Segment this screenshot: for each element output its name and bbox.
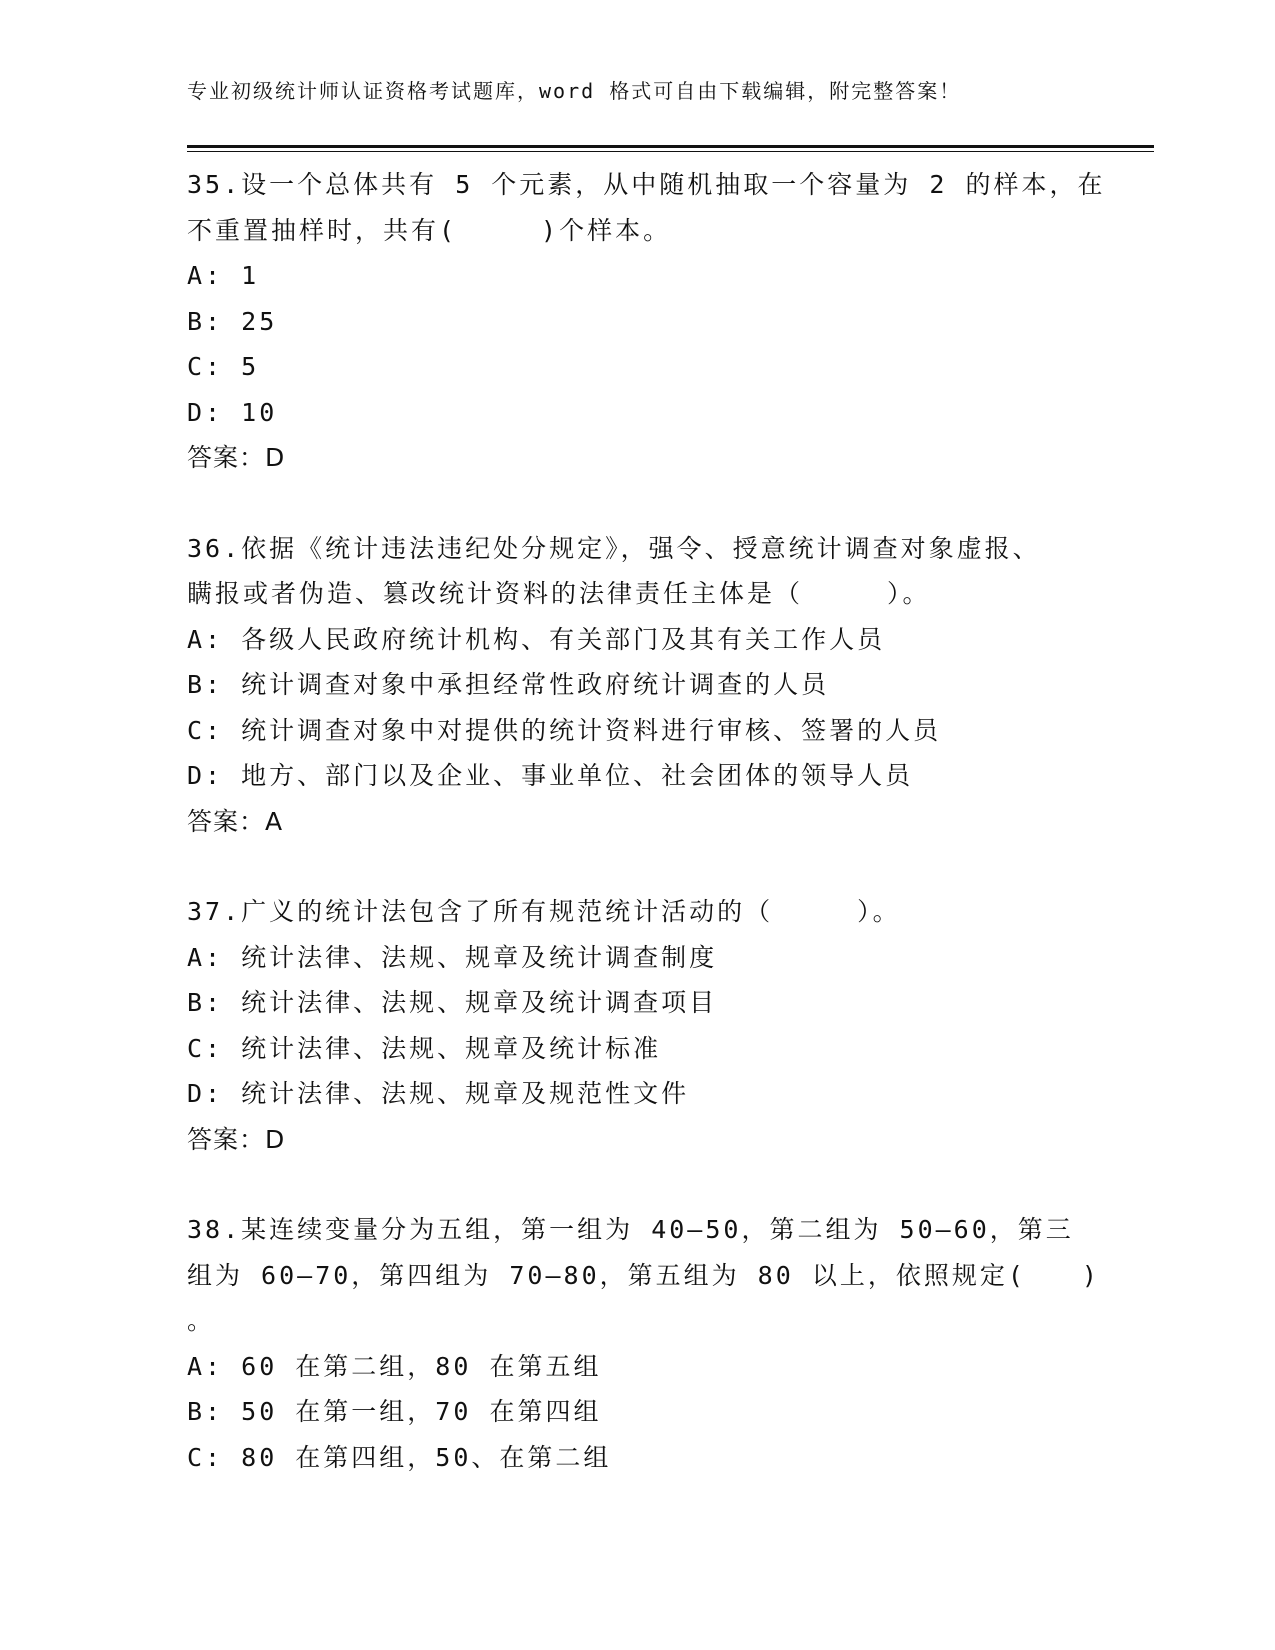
option-c: C: 统计调查对象中对提供的统计资料进行审核、签署的人员 (187, 715, 942, 745)
option-b: B: 统计法律、法规、规章及统计调查项目 (187, 988, 718, 1017)
question-text: 38.某连续变量分为五组，第一组为 40—50，第二组为 50—60，第三 (187, 1215, 1074, 1244)
question-38 (187, 1207, 1127, 1480)
question-text: 组为 60—70，第四组为 70—80，第五组为 80 以上，依照规定( ) (187, 1260, 1100, 1290)
option-d: D: 统计法律、法规、规章及规范性文件 (187, 1079, 690, 1108)
answer: 答案：A (187, 806, 284, 836)
option-c: C: 80 在第四组，50、在第二组 (187, 1442, 612, 1472)
spacer (187, 844, 1127, 889)
question-text: 36.依据《统计违法违纪处分规定》，强令、授意统计调查对象虚报、 (187, 533, 1041, 563)
spacer (187, 1162, 1127, 1207)
header-rule-thick (187, 145, 1154, 148)
question-text: 37.广义的统计法包含了所有规范统计活动的（ ）。 (187, 897, 901, 926)
option-c: C: 统计法律、法规、规章及统计标准 (187, 1033, 662, 1063)
header-rule-thin (187, 151, 1154, 152)
option-a: A: 60 在第二组，80 在第五组 (187, 1351, 602, 1381)
spacer (187, 481, 1127, 526)
question-text: 35.设一个总体共有 5 个元素，从中随机抽取一个容量为 2 的样本，在 (187, 170, 1106, 199)
option-d: D: 地方、部门以及企业、事业单位、社会团体的领导人员 (187, 761, 914, 790)
question-36 (187, 526, 1127, 845)
option-a: A: 统计法律、法规、规章及统计调查制度 (187, 942, 718, 972)
option-b: B: 统计调查对象中承担经常性政府统计调查的人员 (187, 670, 830, 699)
option-a: A: 各级人民政府统计机构、有关部门及其有关工作人员 (187, 624, 886, 654)
option-b: B: 50 在第一组，70 在第四组 (187, 1397, 602, 1426)
question-text: 瞒报或者伪造、篡改统计资料的法律责任主体是（ ）。 (187, 579, 931, 608)
question-text: 不重置抽样时，共有( )个样本。 (187, 215, 672, 245)
option-d: D: 10 (187, 397, 278, 427)
question-35 (187, 162, 1127, 481)
question-37 (187, 889, 1127, 1162)
question-list (187, 162, 1127, 1480)
page-header: 专业初级统计师认证资格考试题库，word 格式可自由下载编辑，附完整答案！ (187, 79, 962, 103)
option-a: A: 1 (187, 261, 260, 290)
answer: 答案：D (187, 443, 286, 472)
question-text: 。 (187, 1306, 216, 1335)
answer: 答案：D (187, 1124, 286, 1154)
option-c: C: 5 (187, 352, 260, 381)
option-b: B: 25 (187, 306, 278, 336)
